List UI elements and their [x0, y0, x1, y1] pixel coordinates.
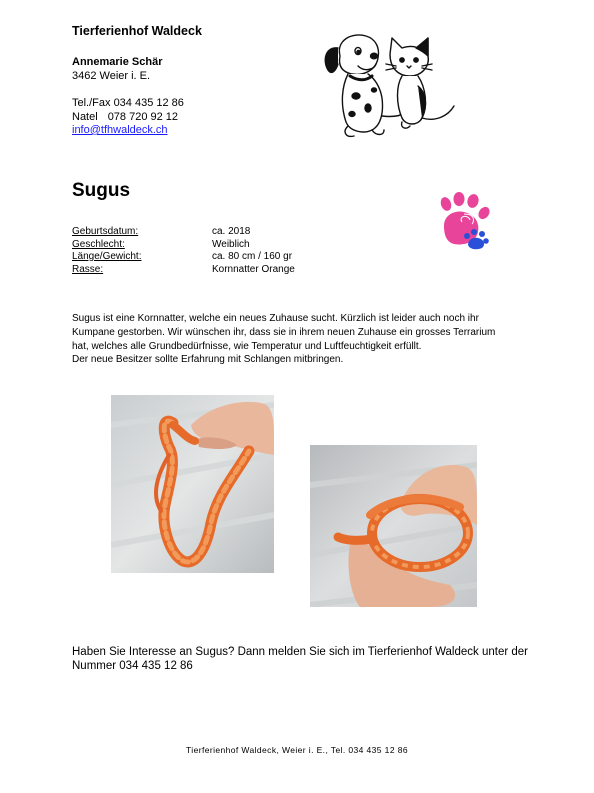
description-line: hat, welches alle Grundbedürfnisse, wie Temperatur und Luftfeuchtigkeit erfüllt.	[72, 340, 422, 352]
fact-value: ca. 2018	[212, 226, 251, 237]
description-line: Kumpane gestorben. Wir wünschen ihr, dass sie in ihrem neuen Zuhause ein grosses Terrarium	[72, 326, 496, 338]
address: 3462 Weier i. E.	[72, 69, 151, 82]
fact-row	[72, 239, 295, 252]
call-to-action	[72, 645, 562, 673]
fact-value: Weiblich	[212, 238, 250, 250]
description-line: Sugus ist eine Kornnatter, welche ein neues Zuhause sucht. Kürzlich ist leider auch noch ihr	[72, 313, 479, 324]
natel-number: 078 720 92 12	[107, 110, 179, 123]
org-name: Tierferienhof Waldeck	[72, 24, 202, 38]
contact-block	[72, 56, 184, 138]
dog-and-cat-icon	[318, 26, 466, 142]
email-link[interactable]: info@tfhwaldeck.ch	[72, 124, 168, 136]
fact-label: Rasse:	[72, 263, 104, 275]
natel-line	[72, 111, 184, 125]
fact-label: Länge/Gewicht:	[72, 251, 142, 262]
fact-label: Geburtsdatum:	[72, 226, 139, 237]
cta-line: Haben Sie Interesse an Sugus? Dann melden Sie sich im Tierferienhof Waldeck unter der	[72, 646, 528, 658]
snake-photo	[111, 395, 274, 573]
fact-value: ca. 80 cm / 160 gr	[212, 251, 293, 262]
description-line: Der neue Besitzer sollte Erfahrung mit Schlangen mitbringen.	[72, 354, 344, 366]
natel-label: Natel	[72, 110, 98, 123]
fact-row	[72, 226, 295, 239]
fact-row	[72, 251, 295, 264]
paw-print-icon	[434, 192, 492, 250]
page-title: Sugus	[72, 180, 131, 201]
fact-label: Geschlecht:	[72, 238, 125, 250]
fact-value: Kornnatter Orange	[212, 263, 295, 275]
footer: Tierferienhof Waldeck, Weier i. E., Tel. 034 435 12 86	[186, 745, 408, 755]
phone-line: Tel./Fax 034 435 12 86	[72, 97, 184, 109]
contact-person: Annemarie Schär	[72, 56, 163, 68]
cta-line: Nummer 034 435 12 86	[72, 660, 193, 672]
snake-photo	[310, 445, 477, 607]
facts-table	[72, 226, 295, 276]
description	[72, 312, 552, 367]
fact-row	[72, 264, 295, 277]
